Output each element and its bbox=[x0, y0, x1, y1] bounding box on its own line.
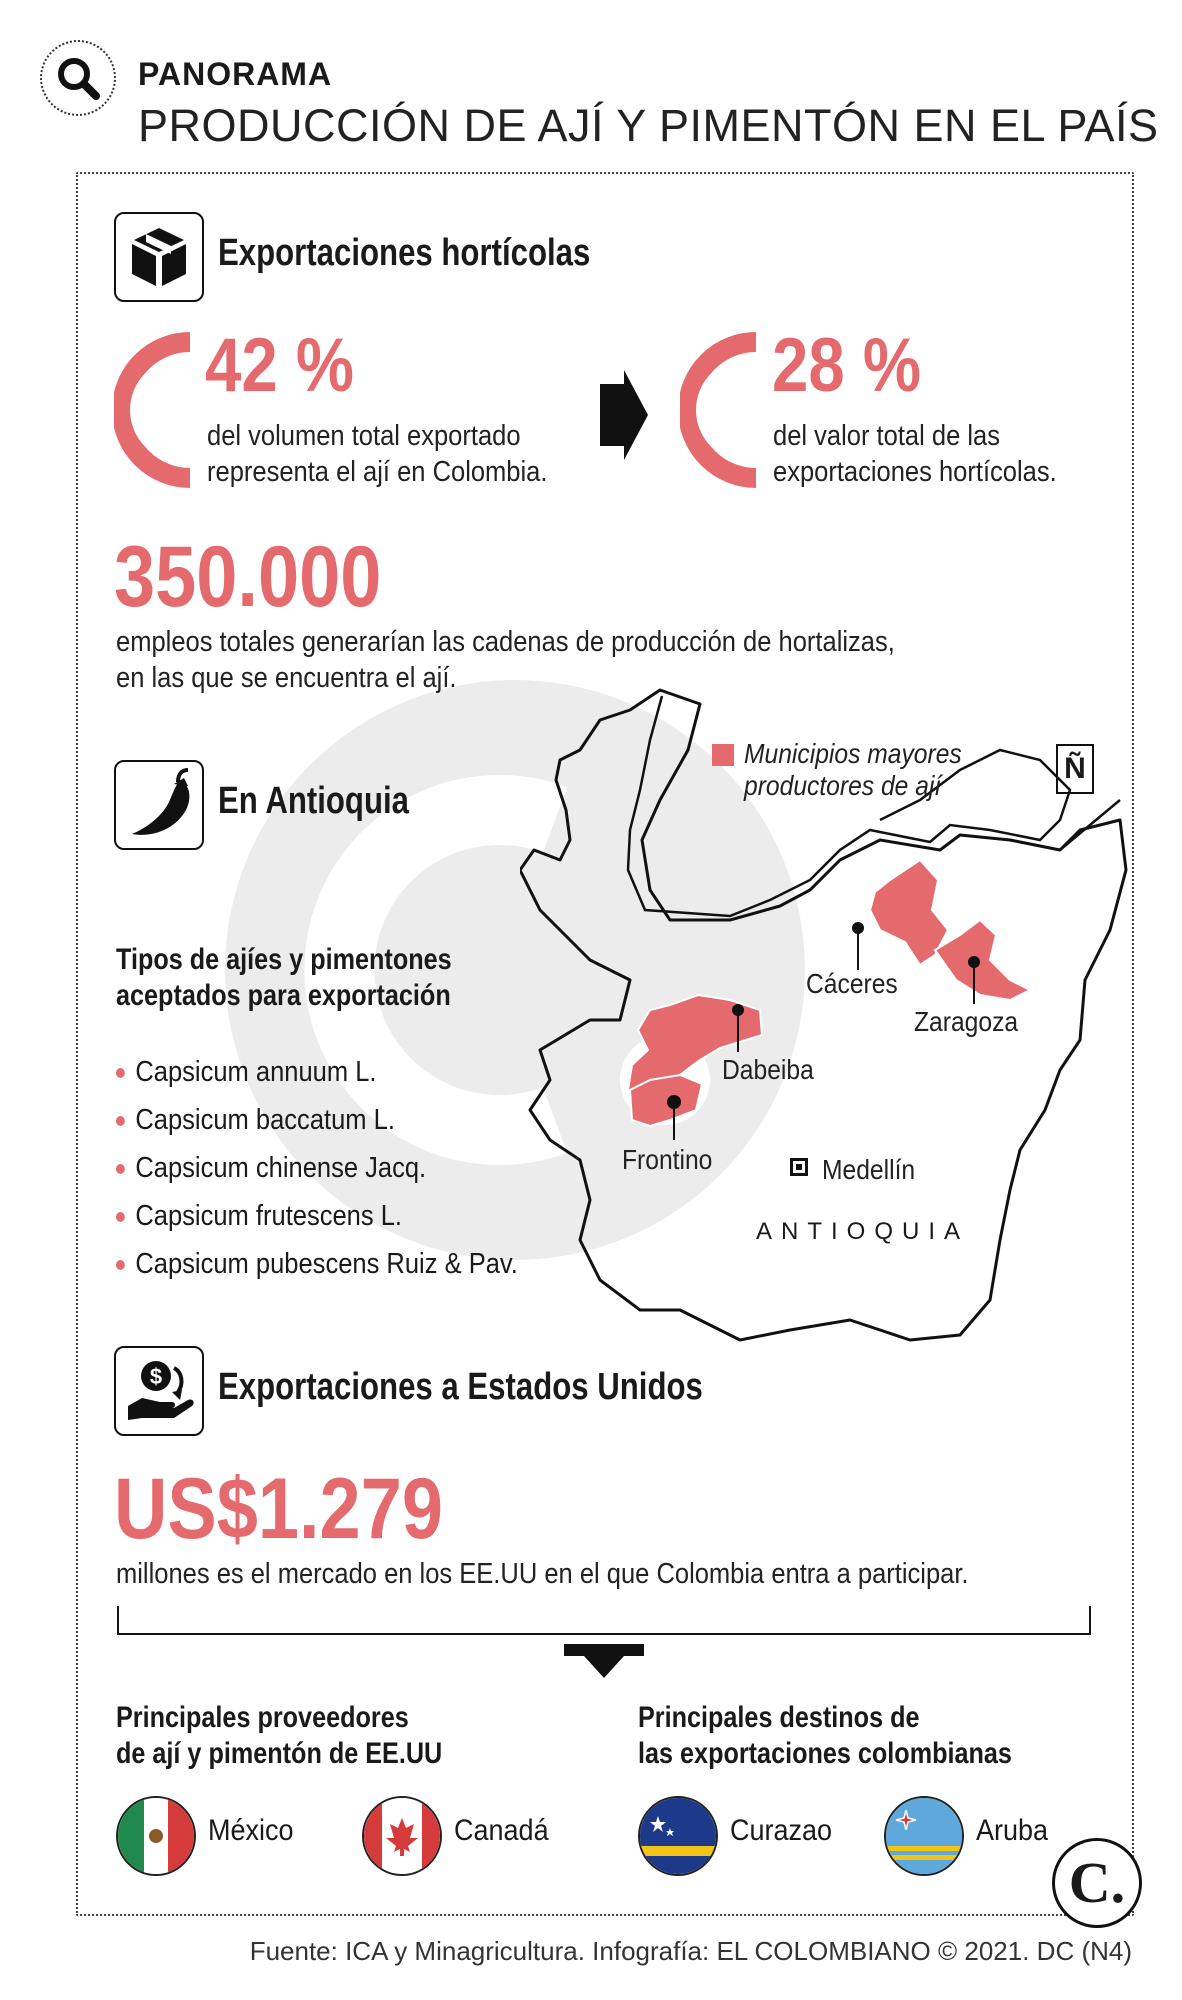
usa-market-value: US$1.279 bbox=[114, 1461, 443, 1557]
species-name: Capsicum chinense Jacq. bbox=[135, 1152, 427, 1184]
map-label-medellin: Medellín bbox=[822, 1154, 916, 1185]
list-item bbox=[116, 1192, 518, 1240]
stat-value-value: 28 % bbox=[772, 323, 921, 408]
jobs-line1: empleos totales generarían las cadenas de producción de hortalizas, bbox=[116, 626, 895, 658]
map-region-label: ANTIOQUIA bbox=[756, 1218, 970, 1245]
canada-flag-icon bbox=[362, 1796, 442, 1876]
publisher-logo-text: C. bbox=[1068, 1850, 1126, 1915]
percent-arc-icon bbox=[114, 330, 194, 490]
pin-dabeiba bbox=[728, 1004, 748, 1054]
svg-text:$: $ bbox=[149, 1364, 163, 1389]
species-list bbox=[116, 1048, 573, 1288]
provider-canada: Canadá bbox=[454, 1814, 549, 1847]
stat-value-line2: exportaciones hortícolas. bbox=[773, 456, 1057, 488]
types-title-line2: aceptados para exportación bbox=[116, 979, 451, 1012]
arrow-right-icon bbox=[600, 370, 650, 460]
money-hand-icon bbox=[114, 1346, 204, 1436]
stat-volume-value: 42 % bbox=[205, 323, 354, 408]
species-name: Capsicum annuum L. bbox=[135, 1056, 377, 1088]
north-arrow-icon bbox=[1056, 744, 1094, 794]
species-name: Capsicum frutescens L. bbox=[135, 1200, 403, 1232]
list-item bbox=[116, 1048, 518, 1096]
destination-curazao: Curazao bbox=[730, 1814, 833, 1847]
section-title-exports: Exportaciones hortícolas bbox=[218, 232, 591, 274]
publisher-logo bbox=[1052, 1838, 1142, 1928]
map-label-frontino: Frontino bbox=[622, 1144, 713, 1175]
pin-frontino bbox=[664, 1094, 684, 1142]
source-credit: Fuente: ICA y Minagricultura. Infografía: EL COLOMBIANO © 2021. DC (N4) bbox=[249, 1936, 1132, 1966]
search-icon bbox=[40, 40, 116, 116]
list-item bbox=[116, 1240, 518, 1288]
legend-swatch bbox=[712, 744, 734, 766]
jobs-value: 350.000 bbox=[114, 529, 382, 625]
species-name: Capsicum baccatum L. bbox=[135, 1104, 395, 1136]
medellin-marker bbox=[790, 1158, 808, 1176]
provider-mexico: México bbox=[208, 1814, 294, 1847]
list-item bbox=[116, 1096, 518, 1144]
section-title-usa: Exportaciones a Estados Unidos bbox=[218, 1366, 703, 1408]
jobs-line2: en las que se encuentra el ají. bbox=[116, 662, 457, 694]
stat-value-line1: del valor total de las bbox=[773, 420, 1000, 452]
page-title: PRODUCCIÓN DE AJÍ Y PIMENTÓN EN EL PAÍS bbox=[138, 100, 1159, 151]
aruba-flag-icon bbox=[884, 1796, 964, 1876]
mexico-flag-icon bbox=[116, 1796, 196, 1876]
providers-title-line2: de ají y pimentón de EE.UU bbox=[116, 1737, 443, 1770]
pin-caceres bbox=[848, 922, 868, 972]
map-label-caceres: Cáceres bbox=[806, 968, 898, 999]
bracket-divider bbox=[114, 1606, 1094, 1696]
types-title-line1: Tipos de ajíes y pimentones bbox=[116, 943, 452, 976]
chili-pepper-icon bbox=[114, 760, 204, 850]
stat-volume-line2: representa el ají en Colombia. bbox=[207, 456, 548, 488]
box-icon bbox=[114, 212, 204, 302]
destinations-title-line1: Principales destinos de bbox=[638, 1701, 920, 1734]
destinations-title-line2: las exportaciones colombianas bbox=[638, 1737, 1012, 1770]
usa-market-desc: millones es el mercado en los EE.UU en el que Colombia entra a participar. bbox=[116, 1558, 969, 1590]
legend-line2: productores de ají bbox=[744, 770, 942, 801]
species-name: Capsicum pubescens Ruiz & Pav. bbox=[135, 1248, 518, 1280]
section-title-antioquia: En Antioquia bbox=[218, 780, 409, 822]
map-label-dabeiba: Dabeiba bbox=[722, 1054, 814, 1085]
providers-title-line1: Principales proveedores bbox=[116, 1701, 409, 1734]
pin-zaragoza bbox=[964, 956, 984, 1006]
curacao-flag-icon bbox=[638, 1796, 718, 1876]
legend-line1: Municipios mayores bbox=[744, 738, 962, 769]
kicker: PANORAMA bbox=[138, 56, 333, 92]
stat-volume-line1: del volumen total exportado bbox=[207, 420, 521, 452]
percent-arc-icon bbox=[680, 330, 760, 490]
north-label: Ñ bbox=[1064, 752, 1086, 785]
map-label-zaragoza: Zaragoza bbox=[914, 1006, 1019, 1037]
list-item bbox=[116, 1144, 518, 1192]
destination-aruba: Aruba bbox=[976, 1814, 1049, 1847]
